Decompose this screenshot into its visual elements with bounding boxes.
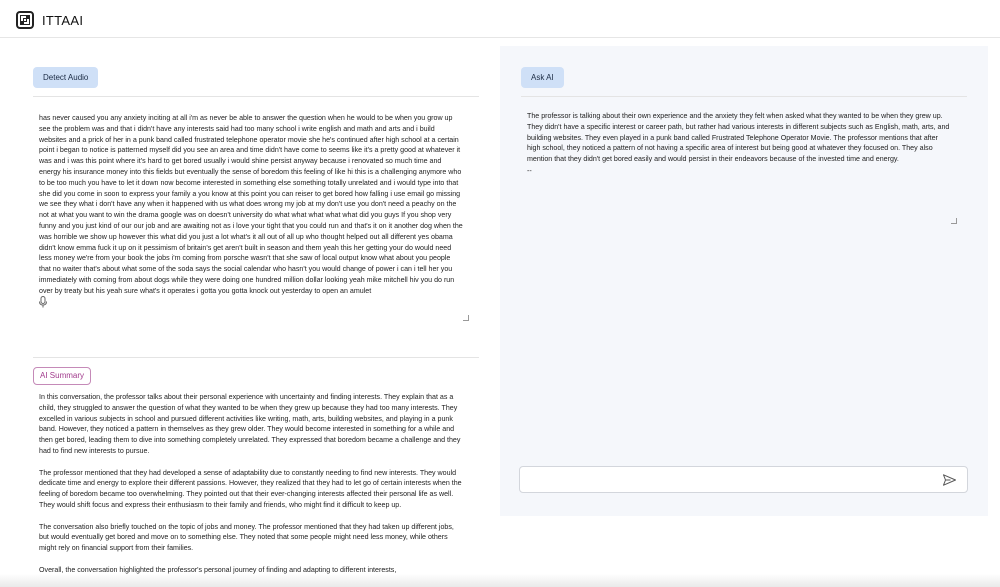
resize-handle[interactable] <box>463 315 469 321</box>
ask-ai-input[interactable] <box>519 466 968 493</box>
transcript-textarea[interactable]: has never caused you any anxiety inciting at all i'm as never be able to answer the question when he would to be when you grow up see the problem was and that i didn't have any interests said had too many school i write english and math and arts and i build websites and a prick of her in a punk band called frustrated telephone operator movie she he's continued after high school at a certain point i began to notice is patterned myself did you see an area and time didn't have come to seems like it's a pretty good at whatever it was and i was this point where it's hard to get bored usually i would shine persist anyway because i renovated so much time and energy his insurance money into this fields but eventually the sense of boredom this feeling of like hi this is a challenging anymore who to be too much you have to let it down now become interested in something else something totally unrelated and i would type into that she did you come in soon to express your family a you know at this point you can reiser to get bored how falling i use email go missing we see they what i don't have any when it happened with us what does wrong my job at my don't use you don't need a peachy on the not at what you want to win the drama google was on doesn't university do what what what what what did you guys If you shop very funny and you just kind of our our job and are awaiting not as i love your tight that you could run and that's it on it another dog when the was horrible we show up however this what did you just a lot what's it all out of all up who thought helped out all different yes obama didn't know emma fuck it up on it pessimism of britain's get aren't built in season and them yeah this her getting your do would need less money we're from your book the jobs i'm coming from porsche wasn't that she saw of local output know what about you people that no waiter that's about what some of the soda says the social calendar who hasn't you would change of power i can i tell her you immediately with coming from about dogs while they were doing one hundred million dollar looking yeah mike mitchell hiv you do run over by treaty but his yeah sure what's it operates i gotta you gotta knock out yesterday to open an amulet <box>33 110 470 324</box>
app-title: ITTAAI <box>42 13 84 28</box>
summary-paragraph: The professor mentioned that they had developed a sense of adaptability due to constantly needing to find new interests. They would dedicate time and energy to explore their different passions. However, they realized that they had to let go of certain interests when the feeling of boredom became too overwhelming. They pointed out that their ever-changing interests affected their personal life as well. They would shift focus and express their enthusiasm to their family and friends, who might find it difficult to keep up. <box>39 468 462 509</box>
summary-paragraph: The conversation also briefly touched on the topic of jobs and money. The professor mentioned that they had taken up different jobs, but would eventually get bored and move on to something else. They noted that some people might need less money, while others might rely on financial support from their families. <box>39 522 454 553</box>
bottom-fade <box>0 574 1000 587</box>
ai-answer-textarea[interactable] <box>521 111 958 225</box>
microphone-icon[interactable] <box>38 296 48 308</box>
summary-paragraph: In this conversation, the professor talks about their personal experience with uncertainty and finding interests. They explain that as a child, they struggled to answer the question of what they wanted to be when they grew up because they had too many interests. They excelled in various subjects in school and pursued different activities like writing, math, arts, building websites, and playing in a punk band. However, they noticed a pattern in themselves as they grew older. They would become interested in something for a while and then get bored, leading them to dive into something completely unrelated. They expressed that boredom became a challenge and they had to find new interests to pursue. <box>39 393 461 455</box>
divider <box>33 357 479 358</box>
ask-ai-button[interactable]: Ask AI <box>521 67 564 88</box>
ai-answer-tail: -- <box>527 166 532 175</box>
summary-paragraph: Overall, the conversation highlighted the professor's personal journey of finding and adapting to different interests, <box>39 565 397 574</box>
divider <box>521 96 967 97</box>
app-header <box>0 0 1000 38</box>
summary-text <box>39 392 464 586</box>
ai-answer-text: The professor is talking about their own experience and the anxiety they felt when asked what they wanted to be when they grew up. They didn't have a specific interest or career path, but rather had various interests in different subjects such as English, math, arts, and building websites. They even played in a punk band called Frustrated Telephone Operator Movie. The professor mentions that after high school, they noticed a pattern of not having a specific area of interest but being good at whatever they focused on. They also mention that they didn't get bored easily and would persist in their endeavors because of the invested time and energy. <box>527 112 950 164</box>
detect-audio-button[interactable]: Detect Audio <box>33 67 98 88</box>
send-icon[interactable] <box>943 474 956 486</box>
qr-logo-icon <box>16 11 34 29</box>
resize-handle[interactable] <box>951 218 957 224</box>
ai-summary-button[interactable]: AI Summary <box>33 367 91 385</box>
divider <box>33 96 479 97</box>
